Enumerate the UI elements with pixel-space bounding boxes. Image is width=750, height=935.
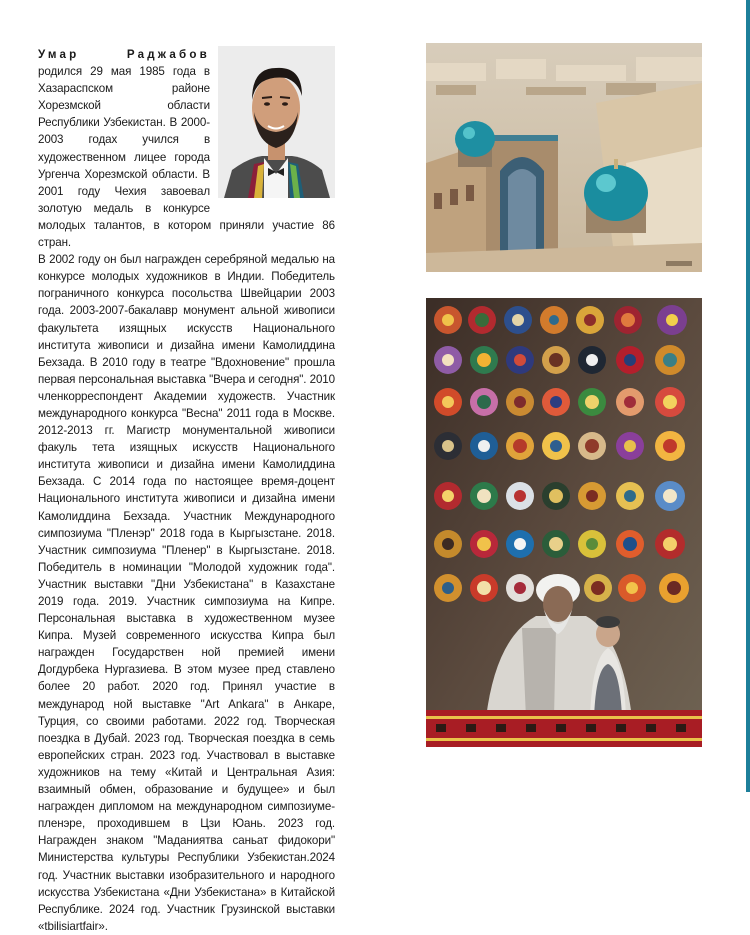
- painting-caps-elder-child: [426, 298, 702, 747]
- artist-bio-text: В 2002 году он был награжден серебряной медалью на конкурсе молодых художников в Индии. Победитель пограничного конкурса посольства Швейцарии 2003 года. 2003-2007-бакалавр монумент альной живописи факультета изящных искусств Национального института живописи и дизайна имени Камолиддина Бехзада. В 2010 году в театре "Вдохновение" прошла первая персональная выставка "Вчера и сегодня". 2010 членкорреспондент Академии художеств. Участник международного конкурса "Весна" 2011 года в Москве. 2012-2013 гг. Магистр монументальной живописи факуль тета изящных искусств Национального института живописи и дизайна имени Камолиддина Бехзада. С 2014 года по настоящее время-доцент Национального института живописи и дизайна имени Камолиддина Бехзада. Участник Международного симпозиума "Пленэр" 2018 года в Кыргызстане. 2018. Участник симпозиума "Пленер" в Кыргызстане. 2018. Победитель в номинации "Молодой художник года". Участник выставки "Дни Узбекистана" в Казахстане 2019 года. 2019. Участник симпозиума на Кипре. Персональная выставка в художественном музее Кипра. Музей современного искусства Кипра был награжден Государствен ной премией имени Догдурбека Нургазиева. В этом музее пред ставлено более 20 работ. 2020 год. Принял участие в международ ной выставке "Art Ankara" в Анкаре, Турция, со своими работами. 2022 год. Творческая поездка в Дубай. 2023 год. Творческая поездка в семь европейских стран. 2023 год. Участвовал в выставке художников на тему «Китай и Центральная Азия: взаимный обмен, образование и будущее» и был награжден дипломом на международном симпозиуме-пленэре, проходившем в Цзи Юань. 2023 год. Награжден знаком "Маданиятва саньат фидокори" Министерства культуры Республики Узбекистан.2024 год. Участник выставки изобразительного и народного искусства Узбекистана «Дни Узбекистана» в Китайской Республике. 2024 год. Участник Грузинской выставки «tbilisiartfair».: [38, 253, 335, 933]
- artist-portrait: [218, 46, 335, 198]
- page-edge-stripe: [746, 0, 750, 792]
- painting-city-domes: [426, 43, 702, 272]
- artist-biography: [38, 46, 335, 935]
- artist-intro: родился 29 мая 1985 года в Хазараспском районе Хорезмской области Республики Узбекистан. В 2000-2003 годах учился в художественном лицее города Ургенча Хорезмской области. В 2001 году Чехия завоевал золотую медаль в конкурсе молодых талантов, в котором приняли участие 86 стран.: [38, 65, 335, 250]
- artist-name: Умар Раджабов: [38, 48, 210, 61]
